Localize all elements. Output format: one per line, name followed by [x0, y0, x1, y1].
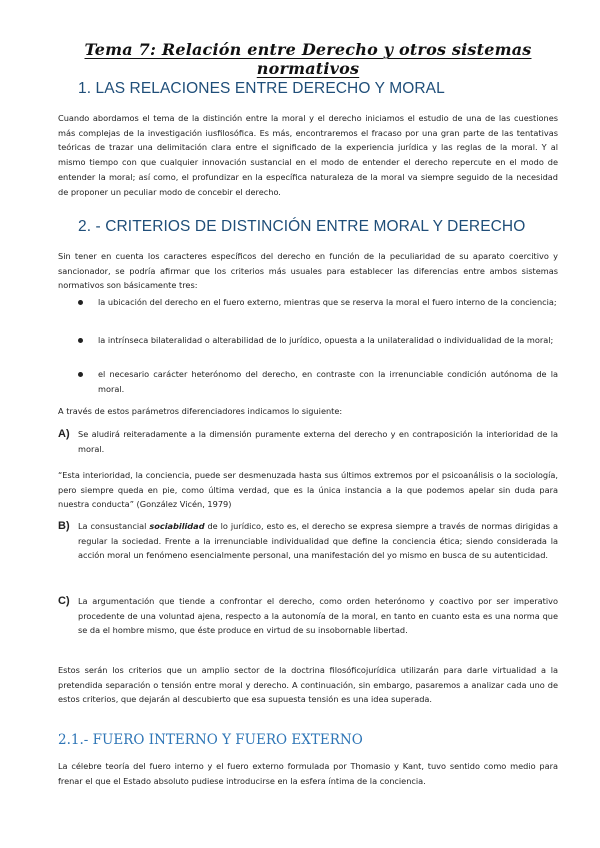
bullet-icon	[78, 338, 83, 343]
bullet-item-2: la intrínseca bilateralidad o alterabilidad de lo jurídico, opuesta a la unilateralidad o individualidad de la moral;	[98, 335, 554, 345]
section-2-heading: 2. - CRITERIOS DE DISTINCIÓN ENTRE MORAL Y DERECHO	[78, 218, 526, 235]
item-b-text-before: La consustancial	[78, 521, 150, 531]
section-1-paragraph: Cuando abordamos el tema de la distinción entre la moral y el derecho iniciamos el estudio de una de las cuestiones más complejas de la investigación iusfilosófica. Es más, encontraremos el fracaso por una gran parte de las tentativas teóricas de trazar una delimitación clara entre el significado de la experiencia jurídica y las reglas de la moral. Y al mismo tiempo con que cualquier innovación sustancial en el modo de entender el derecho repercute en el modo de entender la moral; así como, el profundizar en la específica naturaleza de la moral va siempre seguido de la necesidad de proponer un peculiar modo de concebir el derecho.	[58, 113, 558, 197]
item-a-text: Se aludirá reiteradamente a la dimensión puramente externa del derecho y en contraposición la interioridad de la moral.	[78, 429, 558, 454]
quote-paragraph: “Esta interioridad, la conciencia, puede ser desmenuzada hasta sus últimos extremos por el psicoanálisis o la sociología, pero siempre queda en pie, como última verdad, que es la única instancia a la que podemos apelar sin duda para nuestra conducta” (González Vicén, 1979)	[58, 470, 558, 510]
item-c-text: La argumentación que tiende a confrontar el derecho, como orden heterónomo y coactivo por ser imperativo procedente de una voluntad ajena, respecto a la autonomía de la moral, en tanto en cuanto esta es una norma que se da el hombre mismo, que éste produce en virtud de su insobornable libertad.	[78, 596, 558, 636]
section-2-1-paragraph: La célebre teoría del fuero interno y el fuero externo formulada por Thomasio y Kant, tuvo sentido como medio para frenar el que el Estado absoluto pudiese introducirse en la esfera íntima de la conciencia.	[58, 761, 558, 786]
item-b-letter: B)	[58, 520, 70, 532]
bullet-item-3: el necesario carácter heterónomo del derecho, en contraste con la irrenunciable condición autónoma de la moral.	[98, 369, 558, 394]
item-c-letter: C)	[58, 595, 70, 607]
bullet-item-1: la ubicación del derecho en el fuero externo, mientras que se reserva la moral el fuero interno de la conciencia;	[98, 297, 557, 307]
item-a-letter: A)	[58, 428, 70, 440]
item-b-text-after: de lo jurídico, esto es, el derecho se expresa siempre a través de normas dirigidas a regular la sociedad. Frente a la irrenunciable individualidad que define la conciencia ética; siendo considerada la acción moral un fenómeno esencialmente personal, una manifestación del yo mismo en busca de su autenticidad.	[78, 521, 558, 561]
transition-text: A través de estos parámetros diferenciadores indicamos lo siguiente:	[58, 406, 343, 416]
section-2-intro: Sin tener en cuenta los caracteres específicos del derecho en función de la peculiaridad de su aparato coercitivo y sancionador, se podría afirmar que los criterios más usuales para establecer las diferencias entre ambos sistemas normativos son básicamente tres:	[58, 251, 558, 291]
bullet-icon	[78, 300, 83, 305]
section-1-heading: 1. LAS RELACIONES ENTRE DERECHO Y MORAL	[78, 80, 445, 97]
item-b-text	[78, 519, 558, 563]
closing-paragraph: Estos serán los criterios que un amplio sector de la doctrina filosóficojurídica utilizarán para darle virtualidad a la pretendida separación o tensión entre moral y derecho. A continuación, sin embargo, pasaremos a analizar cada uno de estos criterios, que dejarán al descubierto que esa supuesta tensión es una idea superada.	[58, 665, 558, 705]
bullet-icon	[78, 372, 83, 377]
page-title: Tema 7: Relación entre Derecho y otros sistemas normativos	[84, 40, 532, 78]
item-b-emphasis: sociabilidad	[149, 521, 205, 531]
section-2-1-heading: 2.1.- FUERO INTERNO Y FUERO EXTERNO	[58, 732, 363, 748]
